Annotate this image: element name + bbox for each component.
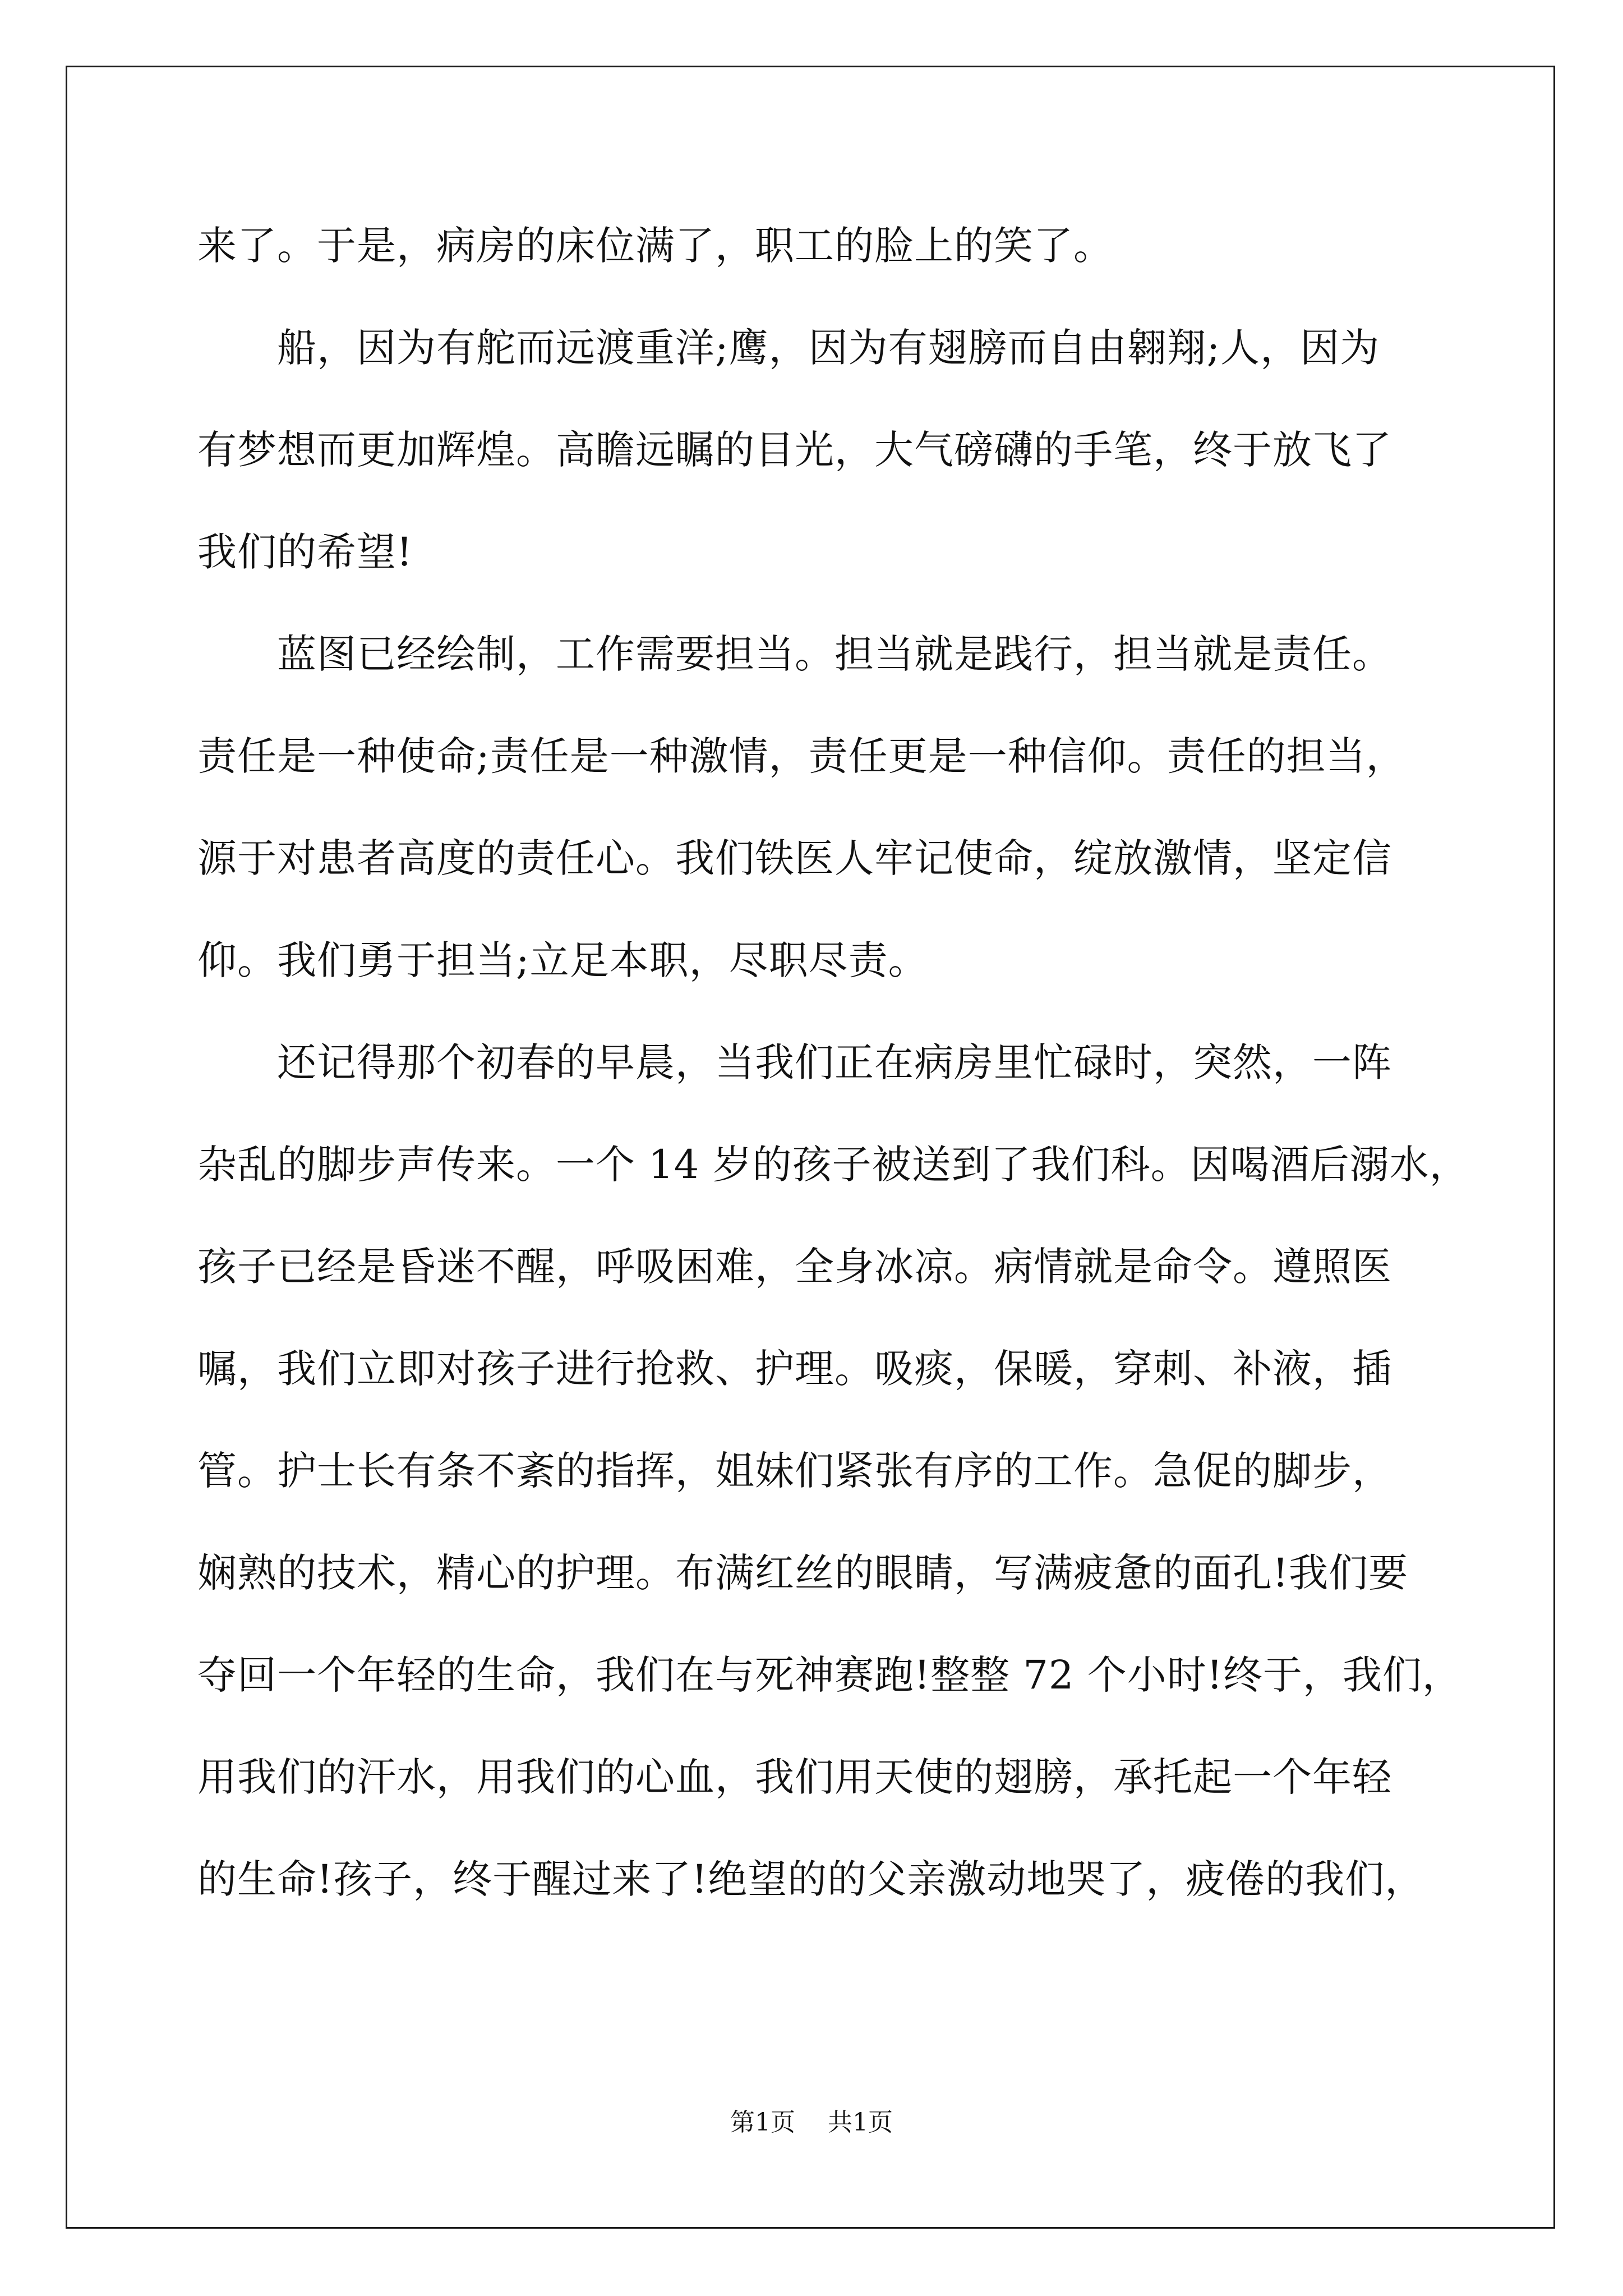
text-line: 用我们的汗水，用我们的心血，我们用天使的翅膀，承托起一个年轻 [197,1754,1392,1800]
page-footer: 第1页 共1页 [730,2108,893,2137]
text-line: 有梦想而更加辉煌。高瞻远瞩的目光，大气磅礴的手笔，终于放飞了 [197,427,1392,473]
text-line: 嘱，我们立即对孩子进行抢救、护理。吸痰，保暖，穿刺、补液，插 [197,1346,1392,1392]
text-line: 孩子已经是昏迷不醒，呼吸困难，全身冰凉。病情就是命令。遵照医 [197,1244,1392,1290]
text-line: 蓝图已经绘制，工作需要担当。担当就是践行，担当就是责任。 [197,631,1392,677]
text-line: 船，因为有舵而远渡重洋;鹰，因为有翅膀而自由翱翔;人，因为 [197,325,1380,371]
text-line: 源于对患者高度的责任心。我们铁医人牢记使命，绽放激情，坚定信 [197,835,1392,881]
text-line: 夺回一个年轻的生命，我们在与死神赛跑!整整 72 个小时!终于，我们， [197,1652,1462,1698]
text-line: 我们的希望! [197,529,413,575]
text-line: 仰。我们勇于担当;立足本职，尽职尽责。 [197,937,928,983]
text-line: 责任是一种使命;责任是一种激情，责任更是一种信仰。责任的担当， [197,733,1406,779]
text-line: 来了。于是，病房的床位满了，职工的脸上的笑了。 [197,223,1113,269]
text-line: 娴熟的技术，精心的护理。布满红丝的眼睛，写满疲惫的面孔!我们要 [197,1550,1409,1596]
text-line: 还记得那个初春的早晨，当我们正在病房里忙碌时，突然，一阵 [197,1039,1392,1085]
text-line: 的生命!孩子，终于醒过来了!绝望的的父亲激动地哭了，疲倦的我们， [197,1856,1425,1902]
text-line: 管。护士长有条不紊的指挥，姐妹们紧张有序的工作。急促的脚步， [197,1448,1392,1494]
text-line: 杂乱的脚步声传来。一个 14 岁的孩子被送到了我们科。因喝酒后溺水， [197,1142,1469,1188]
